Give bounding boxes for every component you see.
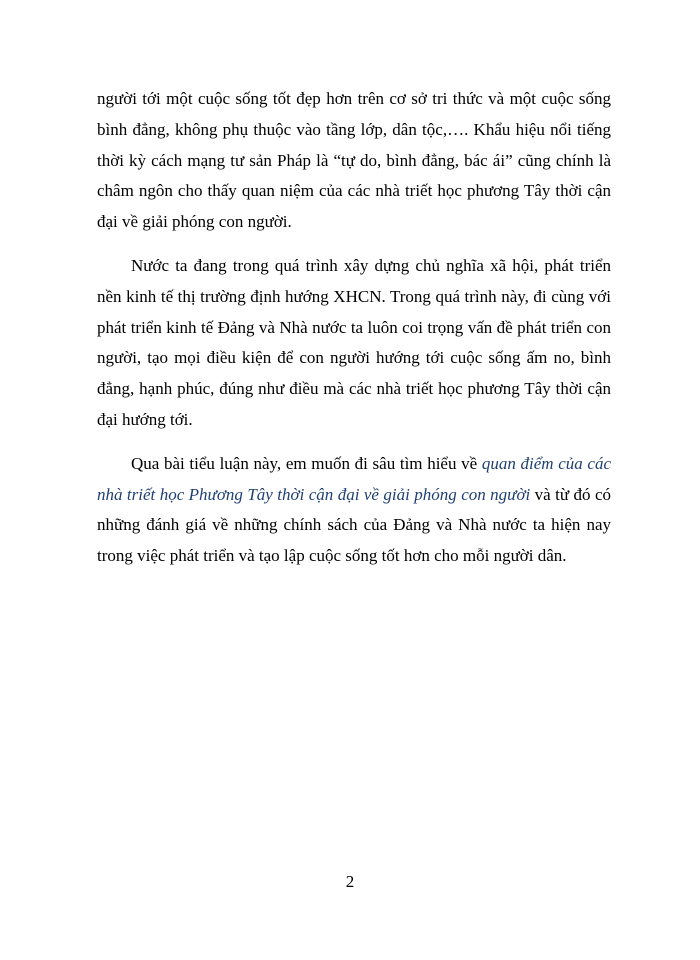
- document-body: [97, 84, 611, 585]
- highlighted-topic: quan điểm của các nhà triết học Phương Tây thời cận đại về giải phóng con người: [97, 453, 611, 504]
- paragraph-purpose-intro: Qua bài tiểu luận này, em muốn đi sâu tìm hiểu về: [131, 453, 482, 473]
- page-number: 2: [345, 872, 355, 891]
- paragraph-purpose: [97, 449, 611, 572]
- paragraph-continuation: người tới một cuộc sống tốt đẹp hơn trên cơ sở tri thức và một cuộc sống bình đẳng, không phụ thuộc vào tầng lớp, dân tộc,…. Khẩu hiệu nổi tiếng thời kỳ cách mạng tư sản Pháp là “tự do, bình đẳng, bác ái” cũng chính là châm ngôn cho thấy quan niệm của các nhà triết học phương Tây thời cận đại về giải phóng con người.: [97, 89, 611, 232]
- paragraph-purpose-outro: và từ đó có những đánh giá về những chính sách của Đảng và Nhà nước ta hiện nay trong việc phát triển và tạo lập cuộc sống tốt hơn cho mỗi người dân.: [97, 484, 611, 566]
- paragraph-context: Nước ta đang trong quá trình xây dựng chủ nghĩa xã hội, phát triển nền kinh tế thị trường định hướng XHCN. Trong quá trình này, đi cùng với phát triển kinh tế Đảng và Nhà nước ta luôn coi trọng vấn đề phát triển con người, tạo mọi điều kiện để con người hướng tới cuộc sống ấm no, bình đẳng, hạnh phúc, đúng như điều mà các nhà triết học phương Tây thời cận đại hướng tới.: [97, 255, 611, 429]
